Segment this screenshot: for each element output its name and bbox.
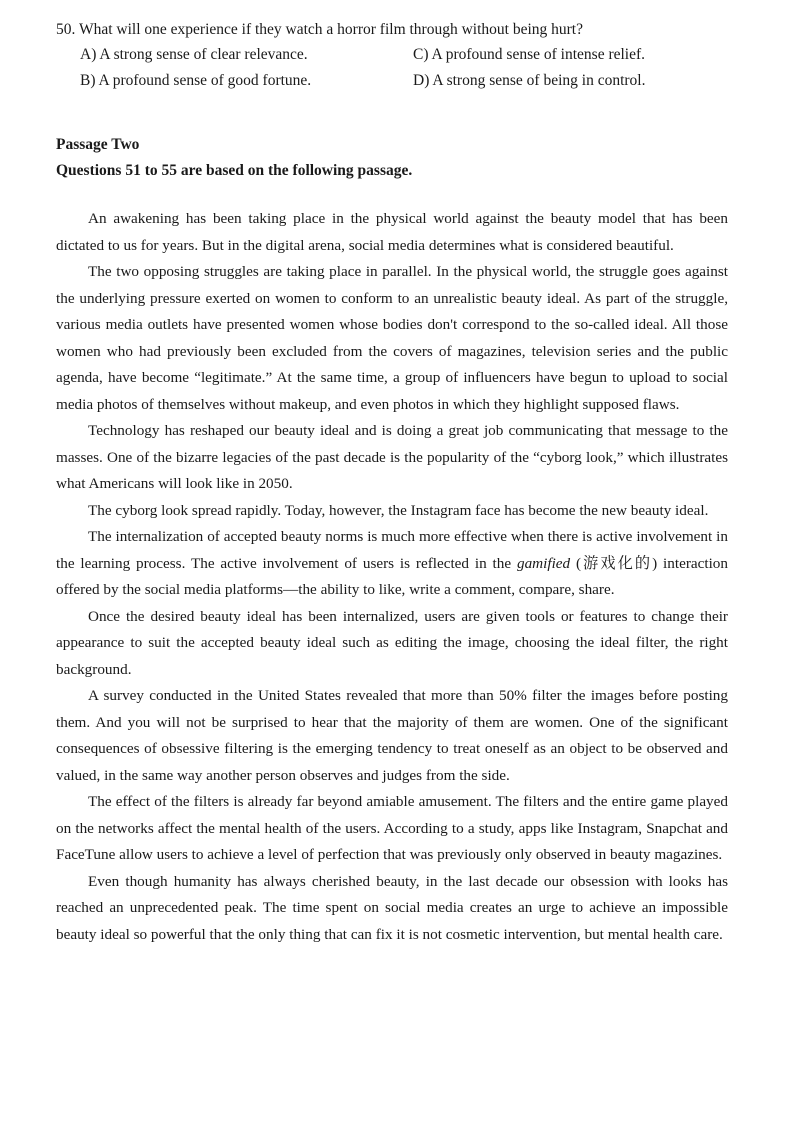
option-c: C) A profound sense of intense relief. [413,46,646,63]
paragraph-8: The effect of the filters is already far beyond amiable amusement. The filters and the entire game played on the networks affect the mental health of the users. According to a study, apps like Instagram, Snapchat and FaceTune allow users to achieve a level of perfection that was previously only observed in beauty magazines. [56,793,728,863]
paragraph-2: The two opposing struggles are taking place in parallel. In the physical world, the struggle goes against the underlying pressure exerted on women to conform to an unrealistic beauty ideal. As part of the struggle, various media outlets have presented women whose bodies don't correspond to the so-called ideal. All those women who had previously been excluded from the covers of magazines, television series and the public agenda, have become “legitimate.” At the same time, a group of influencers have begun to upload to social media photos of themselves without makeup, and even photos in which they highlight supposed flaws. [56,263,728,413]
paragraph-5 [56,524,728,604]
question-50 [56,18,728,94]
passage-body [56,206,728,948]
answer-options [80,42,728,94]
paragraph-1: An awakening has been taking place in the physical world against the beauty model that has been dictated to us for years. But in the digital arena, social media determines what is considered beautiful. [56,210,728,254]
chinese-gloss: (游戏化的) [570,554,664,572]
paragraph-9: Even though humanity has always cherished beauty, in the last decade our obsession with looks has reached an unprecedented peak. The time spent on social media creates an urge to achieve an impossible beauty ideal so powerful that the only thing that can fix it is not cosmetic intervention, but mental health care. [56,872,728,943]
paragraph-5-before: The internalization of accepted beauty norms is much more effective when there is active involvement in the learning process. The active involvement of users is reflected in the [56,528,728,572]
paragraph-6: Once the desired beauty ideal has been internalized, users are given tools or features to change their appearance to suit the accepted beauty ideal such as editing the image, choosing the ideal filter, the right background. [56,607,728,678]
question-stem: 50. What will one experience if they watch a horror film through without being hurt? [56,21,583,38]
paragraph-7: A survey conducted in the United States revealed that more than 50% filter the images before posting them. And you will not be surprised to hear that the majority of them are women. One of the significant consequences of obsessive filtering is the emerging tendency to treat oneself as an object to be observed and valued, in the same way another person observes and judges from the side. [56,687,728,784]
exam-page [56,18,728,948]
paragraph-3: Technology has reshaped our beauty ideal and is doing a great job communicating that message to the masses. One of the bizarre legacies of the past decade is the popularity of the “cyborg look,” which illustrates what Americans will look like in 2050. [56,422,728,492]
option-b: B) A profound sense of good fortune. [80,72,312,89]
paragraph-4: The cyborg look spread rapidly. Today, however, the Instagram face has become the new beauty ideal. [88,501,709,519]
option-d: D) A strong sense of being in control. [413,72,646,89]
gamified-term: gamified [516,554,571,572]
paragraph-5-after: interaction offered by the social media platforms—the ability to like, write a comment, compare, share. [56,554,728,598]
passage-heading: Passage Two [56,136,140,153]
option-a: A) A strong sense of clear relevance. [80,46,308,63]
passage-instructions: Questions 51 to 55 are based on the following passage. [56,162,413,179]
